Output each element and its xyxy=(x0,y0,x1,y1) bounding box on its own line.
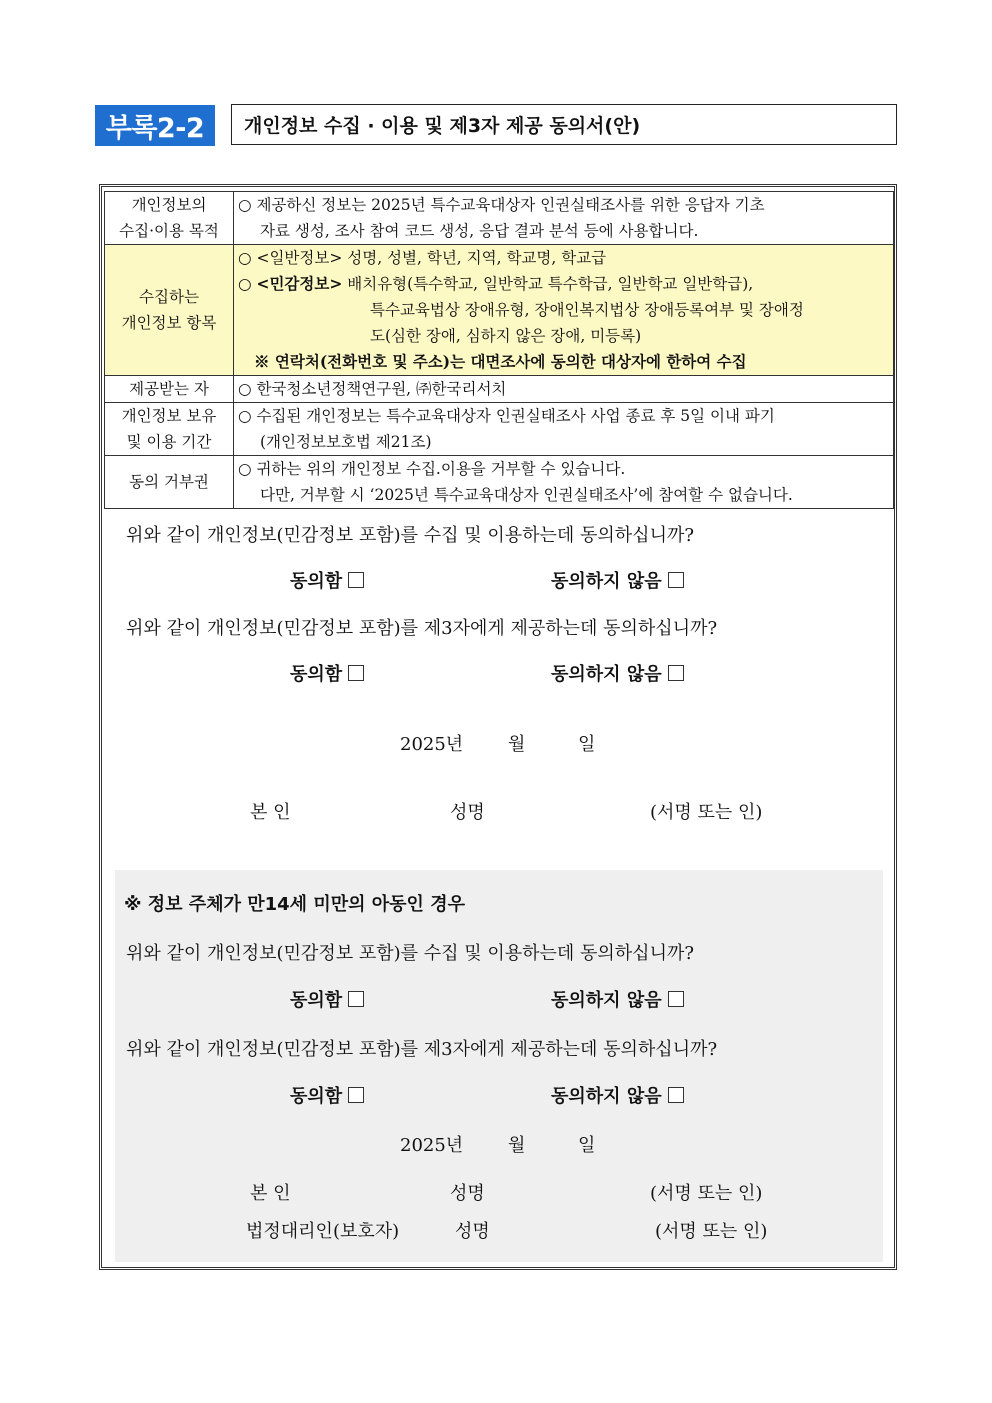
minor-agree-collect-label: 동의함 xyxy=(290,990,343,1011)
minor-self-label: 본 인 xyxy=(250,1183,291,1204)
minor-note: ※ 정보 주체가 만14세 미만의 아동인 경우 xyxy=(124,894,465,915)
minor-name-label: 성명 xyxy=(450,1183,485,1204)
agree-collect-label: 동의함 xyxy=(290,571,343,592)
appendix-badge: 부록2-2 xyxy=(95,105,215,146)
minor-section xyxy=(115,870,883,1262)
minor-question-third-party: 위와 같이 개인정보(민감정보 포함)를 제3자에게 제공하는데 동의하십니까? xyxy=(126,1039,718,1060)
label-items-line1: 수집하는 xyxy=(139,288,199,306)
label-recipient: 제공받는 자 xyxy=(105,376,234,403)
minor-signature-label: (서명 또는 인) xyxy=(650,1183,763,1204)
signature-label: (서명 또는 인) xyxy=(650,802,763,823)
row-refusal xyxy=(105,456,894,509)
label-items-line2: 개인정보 항목 xyxy=(121,314,217,332)
sensitive-info-text2: 특수교육법상 장애유형, 장애인복지법상 장애등록여부 및 장애정 xyxy=(370,301,804,319)
purpose-line1: ○ 제공하신 정보는 2025년 특수교육대상자 인권실태조사를 위한 응답자 기초 xyxy=(238,196,765,214)
label-retention-line2: 및 이용 기간 xyxy=(126,433,212,451)
minor-agree-collect[interactable] xyxy=(290,986,364,1012)
agree-third-party-label: 동의함 xyxy=(290,664,343,685)
sensitive-info-line xyxy=(238,271,889,297)
checkbox-icon[interactable] xyxy=(348,572,364,588)
general-info-text: 성명, 성별, 학년, 지역, 학교명, 학교급 xyxy=(342,249,607,267)
retention-line1: ○ 수집된 개인정보는 특수교육대상자 인권실태조사 사업 종료 후 5일 이내 파기 xyxy=(238,407,775,425)
checkbox-icon[interactable] xyxy=(668,991,684,1007)
disagree-third-party[interactable] xyxy=(551,660,684,686)
sensitive-info-text1: 배치유형(특수학교, 일반학교 특수학급, 일반학교 일반학급), xyxy=(342,275,754,293)
contact-note: ※ 연락처(전화번호 및 주소)는 대면조사에 동의한 대상자에 한하여 수집 xyxy=(254,352,747,371)
checkbox-icon[interactable] xyxy=(348,665,364,681)
agree-third-party[interactable] xyxy=(290,660,364,686)
minor-disagree-collect[interactable] xyxy=(551,986,684,1012)
disagree-collect-label: 동의하지 않음 xyxy=(551,571,662,592)
self-label: 본 인 xyxy=(250,802,291,823)
row-purpose xyxy=(105,192,894,245)
minor-disagree-third-party[interactable] xyxy=(551,1082,684,1108)
refusal-line1: ○ 귀하는 위의 개인정보 수집.이용을 거부할 수 있습니다. xyxy=(238,460,626,478)
page-title xyxy=(231,104,897,145)
cell-purpose xyxy=(234,192,894,245)
label-purpose-line2: 수집·이용 목적 xyxy=(119,222,219,240)
minor-date-day: 일 xyxy=(578,1135,596,1156)
sensitive-info-text3: 도(심한 장애, 심하지 않은 장애, 미등록) xyxy=(370,327,642,345)
minor-question-collect: 위와 같이 개인정보(민감정보 포함)를 수집 및 이용하는데 동의하십니까? xyxy=(126,943,694,964)
question-third-party: 위와 같이 개인정보(민감정보 포함)를 제3자에게 제공하는데 동의하십니까? xyxy=(126,618,718,639)
label-refusal: 동의 거부권 xyxy=(105,456,234,509)
refusal-line2: 다만, 거부할 시 ‘2025년 특수교육대상자 인권실태조사’에 참여할 수 없습니다. xyxy=(260,486,793,504)
minor-disagree-third-party-label: 동의하지 않음 xyxy=(551,1086,662,1107)
minor-date-year: 2025년 xyxy=(400,1135,464,1156)
checkbox-icon[interactable] xyxy=(668,572,684,588)
sensitive-bullet: ○ xyxy=(238,275,257,293)
minor-agree-third-party-label: 동의함 xyxy=(290,1086,343,1107)
sensitive-info-title: <민감정보> xyxy=(256,274,343,293)
checkbox-icon[interactable] xyxy=(668,665,684,681)
checkbox-icon[interactable] xyxy=(348,991,364,1007)
general-info-line xyxy=(238,245,889,271)
agree-collect[interactable] xyxy=(290,567,364,593)
row-retention xyxy=(105,403,894,456)
cell-recipient xyxy=(234,376,894,403)
retention-line2: (개인정보보호법 제21조) xyxy=(260,433,432,451)
label-purpose-line1: 개인정보의 xyxy=(131,196,207,214)
disagree-third-party-label: 동의하지 않음 xyxy=(551,664,662,685)
cell-items xyxy=(234,245,894,376)
purpose-line2: 자료 생성, 조사 참여 코드 생성, 응답 결과 분석 등에 사용합니다. xyxy=(260,222,699,240)
date-day: 일 xyxy=(578,734,596,755)
guardian-name-label: 성명 xyxy=(455,1221,490,1242)
minor-date-month: 월 xyxy=(508,1135,526,1156)
guardian-signature-label: (서명 또는 인) xyxy=(655,1221,768,1242)
minor-agree-third-party[interactable] xyxy=(290,1082,364,1108)
label-retention xyxy=(105,403,234,456)
recipient-text: ○ 한국청소년정책연구원, ㈜한국리서치 xyxy=(238,380,507,398)
disagree-collect[interactable] xyxy=(551,567,684,593)
minor-disagree-collect-label: 동의하지 않음 xyxy=(551,990,662,1011)
info-table xyxy=(104,191,894,509)
page-title-text: 개인정보 수집 · 이용 및 제3자 제공 동의서(안) xyxy=(244,115,641,137)
date-year: 2025년 xyxy=(400,734,464,755)
general-bullet: ○ xyxy=(238,249,257,267)
label-purpose xyxy=(105,192,234,245)
label-items xyxy=(105,245,234,376)
cell-refusal xyxy=(234,456,894,509)
label-retention-line1: 개인정보 보유 xyxy=(121,407,217,425)
guardian-label: 법정대리인(보호자) xyxy=(246,1221,400,1242)
general-info-title: <일반정보> xyxy=(256,249,343,267)
row-items xyxy=(105,245,894,376)
row-recipient xyxy=(105,376,894,403)
question-collect: 위와 같이 개인정보(민감정보 포함)를 수집 및 이용하는데 동의하십니까? xyxy=(126,525,694,546)
checkbox-icon[interactable] xyxy=(348,1087,364,1103)
name-label: 성명 xyxy=(450,802,485,823)
checkbox-icon[interactable] xyxy=(668,1087,684,1103)
date-month: 월 xyxy=(508,734,526,755)
cell-retention xyxy=(234,403,894,456)
